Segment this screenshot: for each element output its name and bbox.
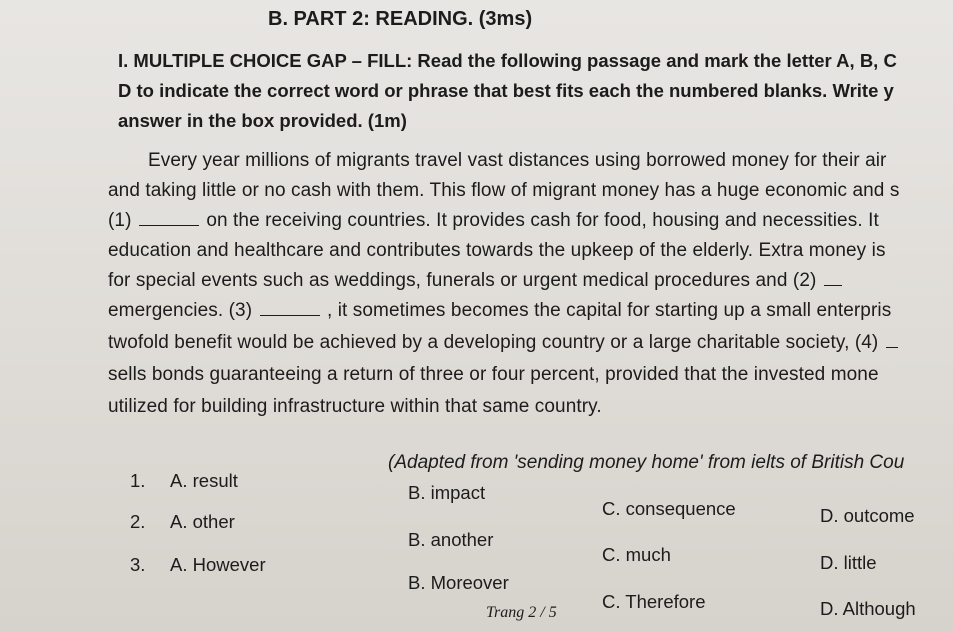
instruction-line-1: I. MULTIPLE CHOICE GAP – FILL: Read the following passage and mark the letter A, B, C xyxy=(118,50,897,71)
blank-4[interactable] xyxy=(886,333,898,348)
question-1-number: 1. xyxy=(130,470,146,491)
q1-option-b[interactable]: B. impact xyxy=(408,482,486,503)
instruction-line-3: answer in the box provided. (1m) xyxy=(118,110,407,131)
q1-option-a[interactable]: A. result xyxy=(170,470,238,491)
passage-line-3-text: on the receiving countries. It provides cash for food, housing and necessities. It xyxy=(206,210,879,231)
q1-option-c[interactable]: C. consequence xyxy=(602,498,736,519)
passage-line-4: education and healthcare and contributes towards the upkeep of the elderly. Extra money is xyxy=(108,240,886,261)
passage-line-7-text: twofold benefit would be achieved by a developing country or a large charitable society, (4) xyxy=(108,332,879,353)
q1-option-d[interactable]: D. outcome xyxy=(820,505,915,526)
passage-line-6 xyxy=(108,300,891,322)
blank-3[interactable] xyxy=(260,301,320,316)
blank-number-1: (1) xyxy=(108,210,132,231)
page-number: Trang 2 / 5 xyxy=(486,604,557,621)
q3-option-b[interactable]: B. Moreover xyxy=(408,572,509,593)
passage-line-6-pre: emergencies. (3) xyxy=(108,300,253,321)
q3-option-a[interactable]: A. However xyxy=(170,554,266,575)
blank-1[interactable] xyxy=(139,211,199,226)
instruction-line-2: D to indicate the correct word or phrase that best fits each the numbered blanks. Write y xyxy=(118,80,894,101)
question-3-number: 3. xyxy=(130,554,146,575)
blank-2[interactable] xyxy=(824,271,842,286)
section-title: B. PART 2: READING. (3ms) xyxy=(268,8,533,30)
passage-line-7 xyxy=(108,332,900,354)
question-2-number: 2. xyxy=(130,511,146,532)
q2-option-c[interactable]: C. much xyxy=(602,544,671,565)
q3-option-c[interactable]: C. Therefore xyxy=(602,591,706,612)
passage-line-2: and taking little or no cash with them. This flow of migrant money has a huge economic and s xyxy=(108,180,900,201)
passage-line-1: Every year millions of migrants travel vast distances using borrowed money for their air xyxy=(148,150,887,171)
passage-line-6-post: , it sometimes becomes the capital for starting up a small enterpris xyxy=(326,300,892,321)
q2-option-b[interactable]: B. another xyxy=(408,529,494,550)
q2-option-d[interactable]: D. little xyxy=(820,552,877,573)
passage-line-9: utilized for building infrastructure within that same country. xyxy=(108,396,602,417)
passage-line-5 xyxy=(108,270,844,292)
passage-line-3 xyxy=(108,210,879,232)
q2-option-a[interactable]: A. other xyxy=(170,511,235,532)
source-citation: (Adapted from 'sending money home' from ielts of British Cou xyxy=(388,452,905,473)
passage-line-5-text: for special events such as weddings, funerals or urgent medical procedures and (2) xyxy=(108,270,817,291)
q3-option-d[interactable]: D. Although xyxy=(820,598,916,619)
passage-line-8: sells bonds guaranteeing a return of three or four percent, provided that the invested mone xyxy=(108,364,879,385)
